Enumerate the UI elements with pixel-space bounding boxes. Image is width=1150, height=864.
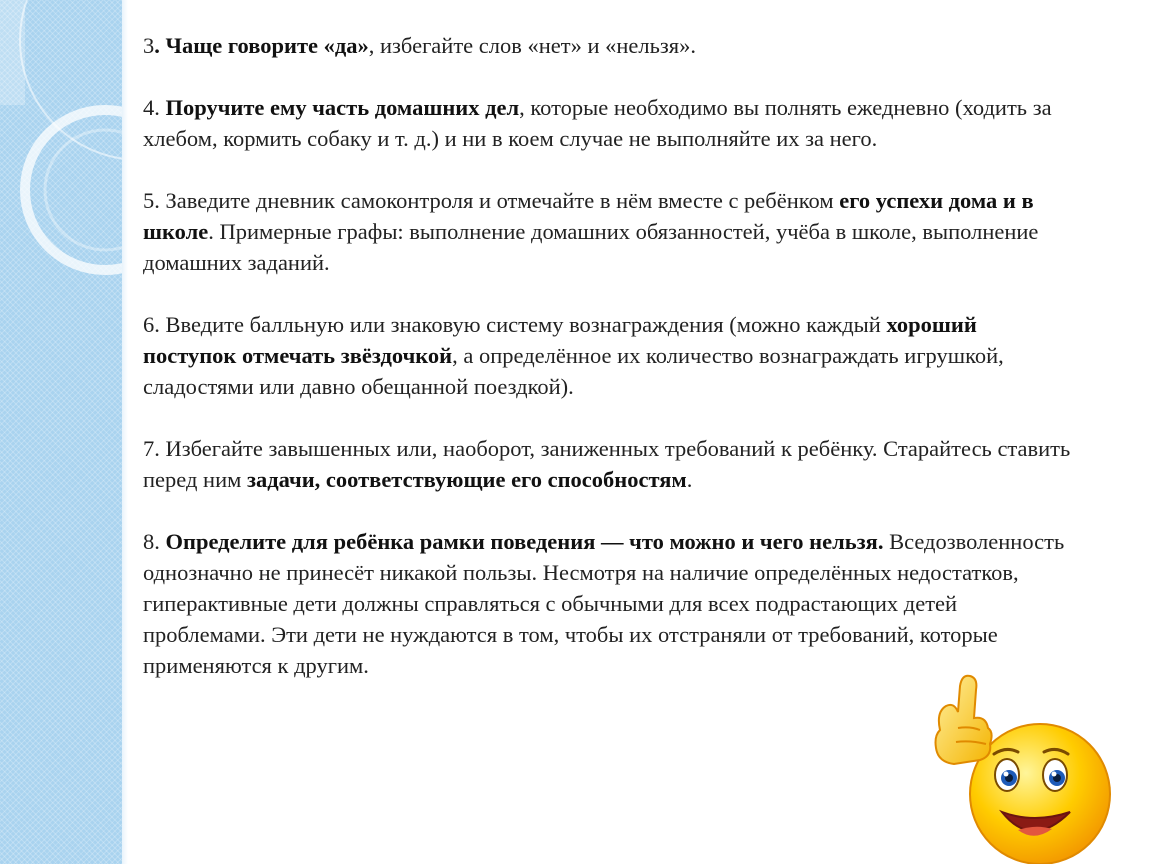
band-edge bbox=[122, 0, 128, 864]
paragraph-number: 4. bbox=[143, 95, 166, 120]
paragraph-6 bbox=[143, 309, 1073, 402]
paragraph-lead: 5. Заведите дневник самоконтроля и отмечайте в нём вместе с ребёнком bbox=[143, 188, 840, 213]
paragraph-text: , а определённое их количество вознаграждать игрушкой, сладостями или давно обещанной поездкой). bbox=[143, 343, 1004, 399]
paragraph-text: . Примерные графы: выполнение домашних обязанностей, учёба в школе, выполнение домашних заданий. bbox=[143, 219, 1039, 275]
paragraph-7 bbox=[143, 433, 1073, 495]
decorative-left-band bbox=[0, 0, 128, 864]
paragraph-emphasis: . Чаще говорите «да» bbox=[154, 33, 369, 58]
paragraph-text: . bbox=[686, 467, 693, 492]
paragraph-emphasis: Определите для ребёнка рамки поведения — что можно и чего нельзя. bbox=[165, 529, 884, 554]
paragraph-5 bbox=[143, 185, 1073, 278]
paragraph-4 bbox=[143, 92, 1073, 154]
paragraph-text: , которые необходимо вы полнять ежедневно (ходить за хлебом, кормить собаку и т. д.) и ни в коем случае не выполняйте их за него. bbox=[143, 95, 1052, 151]
paragraph-text: , избегайте слов «нет» и «нельзя». bbox=[368, 33, 697, 58]
paragraph-number: 3 bbox=[143, 33, 155, 58]
paragraph-emphasis: его успехи дома и в школе bbox=[143, 188, 1034, 244]
paragraph-number: 8. bbox=[143, 529, 166, 554]
pointing-finger-smiley-icon bbox=[910, 672, 1120, 864]
slide-text bbox=[143, 30, 1073, 712]
paragraph-emphasis: хороший поступок отмечать звёздочкой bbox=[143, 312, 977, 368]
paragraph-text: Вседозволенность однозначно не принесёт никакой пользы. Несмотря на наличие определённых недостатков, гиперактивные дети должны справляться с обычными для всех подрастающих детей проблемами. Эти дети не нуждаются в том, чтобы их отстраняли от требований, которые применяются к другим. bbox=[143, 529, 1065, 678]
paragraph-lead: 7. Избегайте завышенных или, наоборот, заниженных требований к ребёнку. Старайтесь ставить перед ним bbox=[143, 436, 1071, 492]
decorative-rings bbox=[0, 0, 128, 420]
paragraph-emphasis: задачи, соответствующие его способностям bbox=[247, 467, 687, 492]
paragraph-3 bbox=[143, 30, 1073, 61]
paragraph-lead: 6. Введите балльную или знаковую систему вознаграждения (можно каждый bbox=[143, 312, 887, 337]
paragraph-8 bbox=[143, 526, 1073, 681]
paragraph-emphasis: Поручите ему часть домашних дел bbox=[165, 95, 520, 120]
